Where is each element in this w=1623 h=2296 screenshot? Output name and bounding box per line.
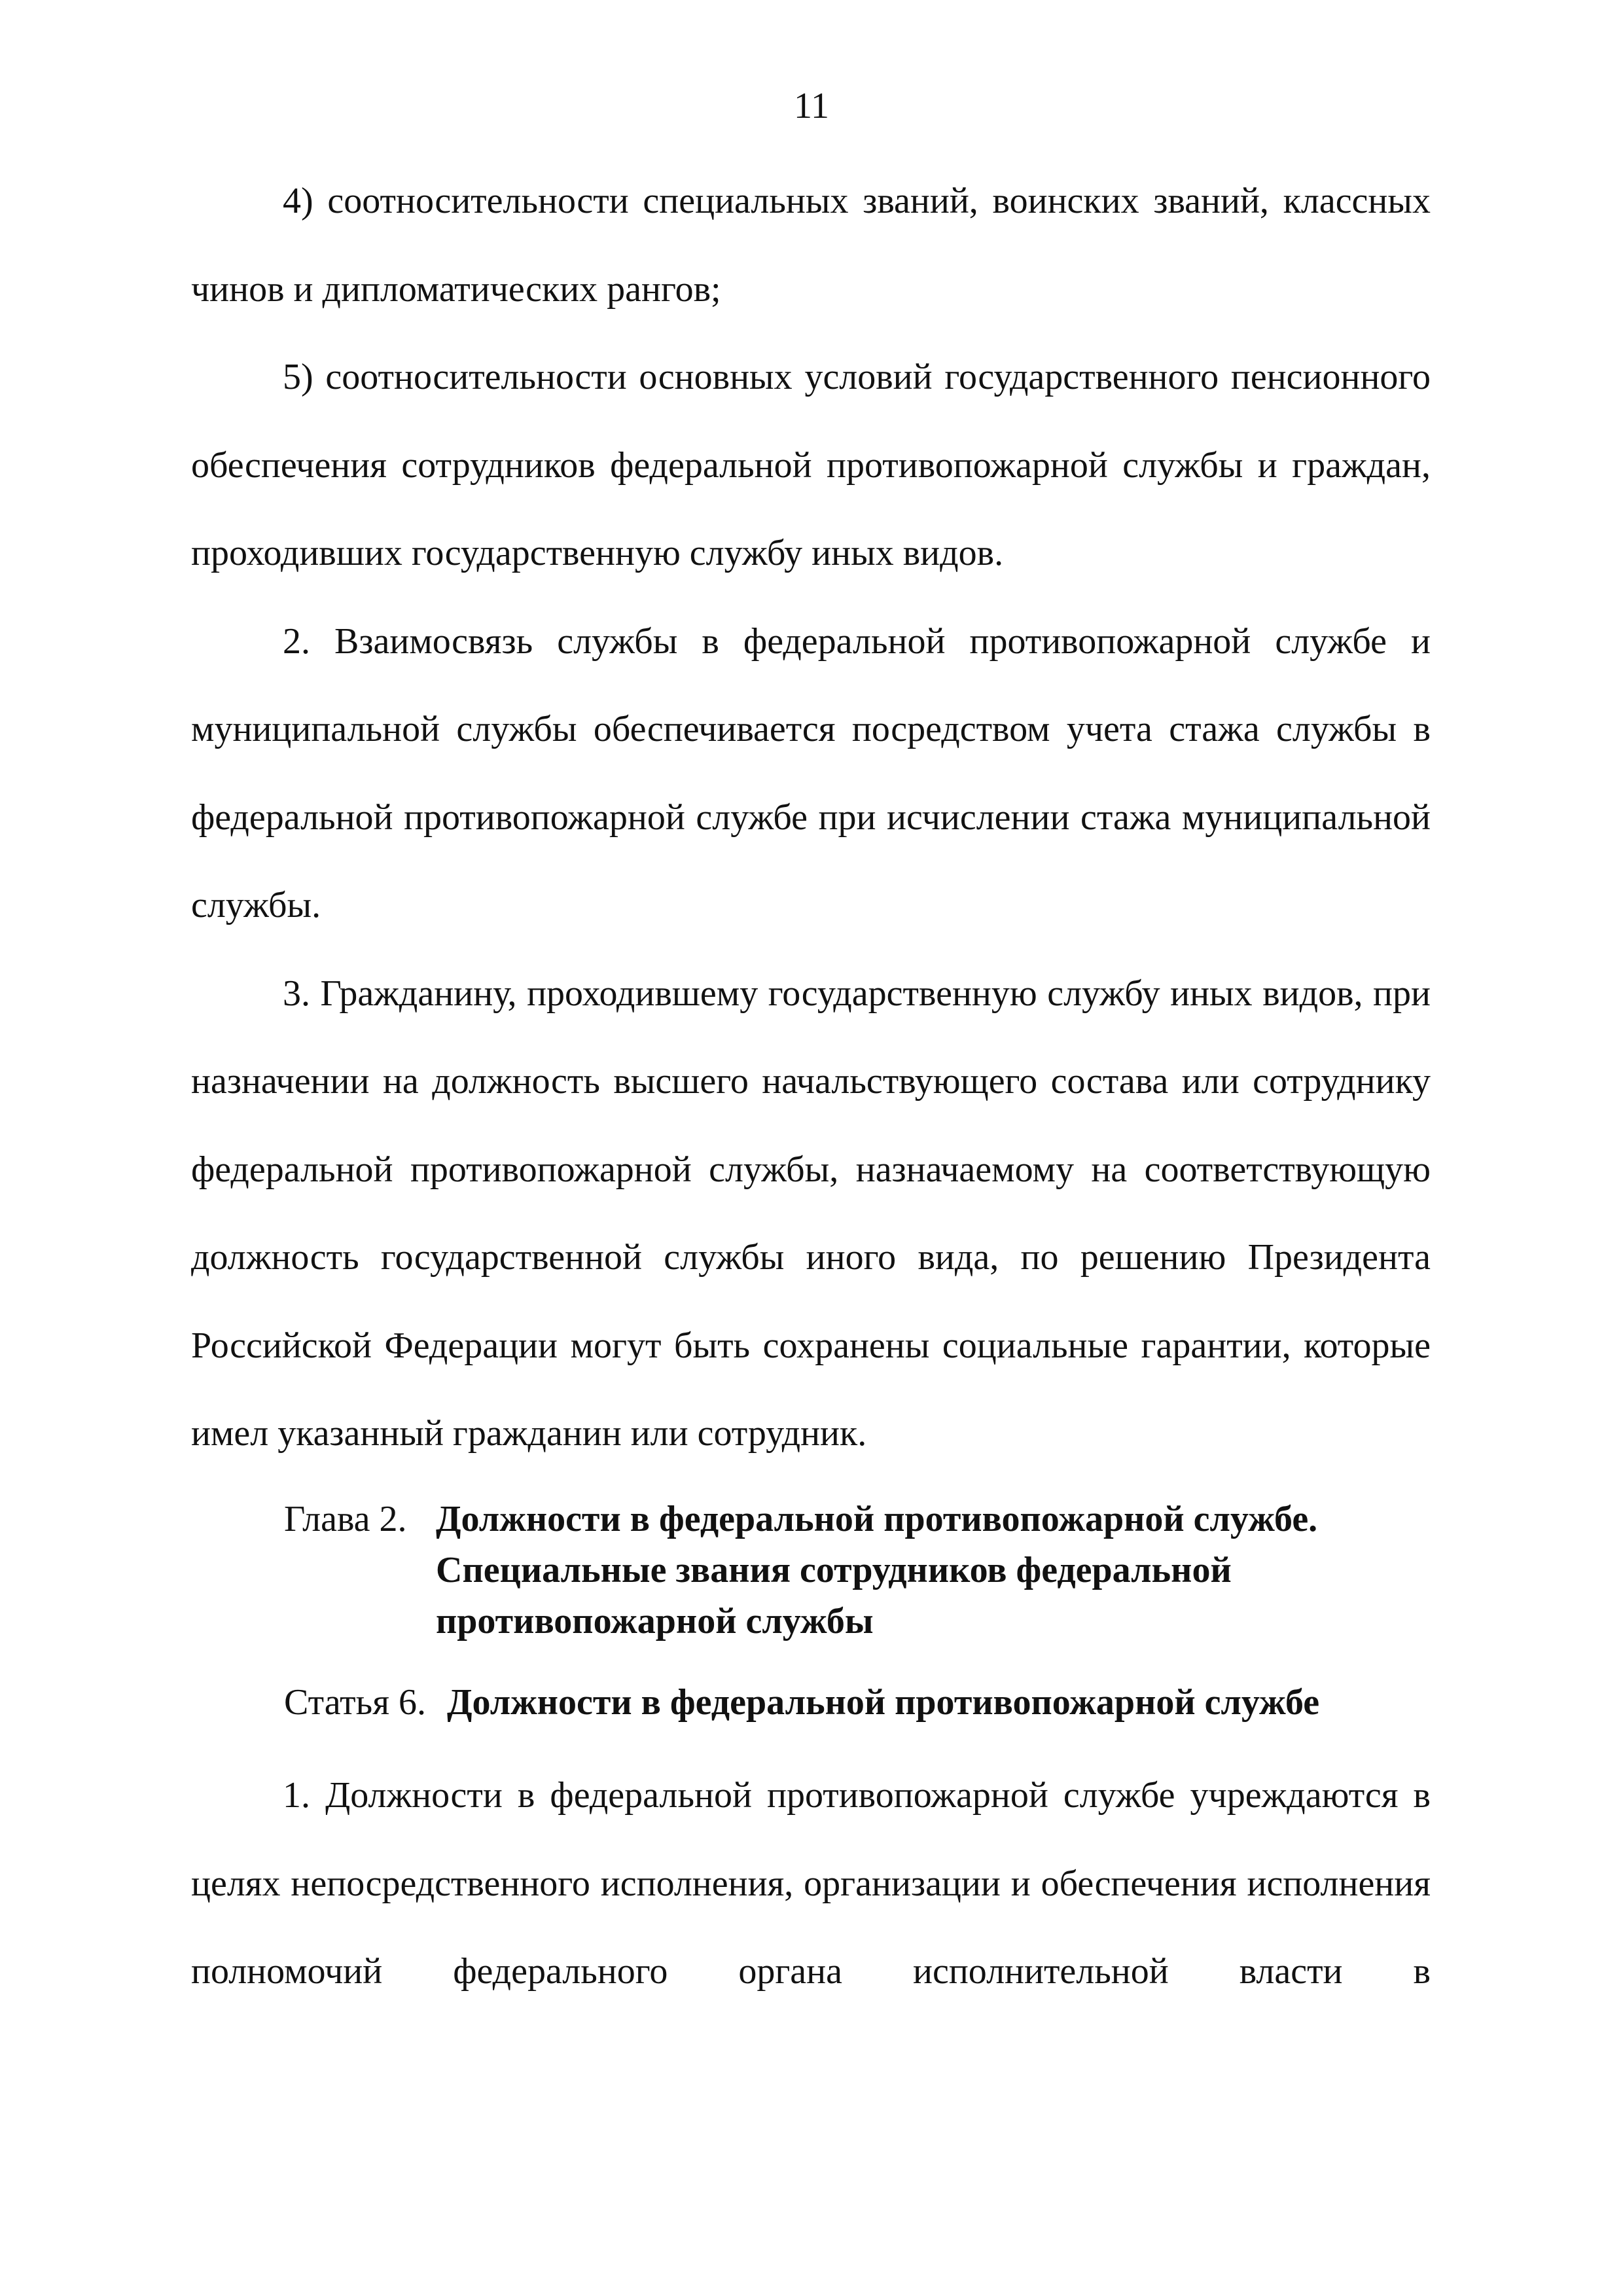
chapter-title-line: Должности в федеральной противопожарной службе.	[436, 1499, 1318, 1539]
chapter-heading	[284, 1494, 1431, 1647]
chapter-number: Глава 2.	[284, 1499, 407, 1539]
chapter-title-line: противопожарной службы	[436, 1601, 874, 1641]
paragraph-item-4: 4) соотносительности специальных званий, воинских званий, классных чинов и дипломатических рангов;	[191, 181, 1431, 310]
article-heading	[284, 1677, 1431, 1728]
paragraph-item-5: 5) соотносительности основных условий государственного пенсионного обеспечения сотрудников федеральной противопожарной службы и граждан, проходивших государственную службу иных видов.	[191, 357, 1431, 573]
text-block-top	[191, 157, 1431, 1478]
article-number: Статья 6.	[284, 1682, 426, 1723]
text-block-bottom	[191, 1751, 1431, 2016]
paragraph-part-3: 3. Гражданину, проходившему государственную службу иных видов, при назначении на должность высшего начальствующего состава или сотруднику федеральной противопожарной службы, назначаемому на соответствующую должность государственной службы иного вида, по решению Президента Российской Федерации могут быть сохранены социальные гарантии, которые имел указанный гражданин или сотрудник.	[191, 973, 1431, 1454]
paragraph-article-6-part-1: 1. Должности в федеральной противопожарной службе учреждаются в целях непосредственного исполнения, организации и обеспечения исполнения полномочий федерального органа исполнительной власти в	[191, 1775, 1431, 1992]
chapter-title	[436, 1494, 1431, 1647]
page-number: 11	[794, 86, 829, 126]
article-title: Должности в федеральной противопожарной службе	[446, 1682, 1320, 1723]
paragraph-part-2: 2. Взаимосвязь службы в федеральной противопожарной службе и муниципальной службы обеспечивается посредством учета стажа службы в федеральной противопожарной службе при исчислении стажа муниципальной службы.	[191, 620, 1431, 925]
chapter-title-line: Специальные звания сотрудников федеральной	[436, 1550, 1232, 1590]
